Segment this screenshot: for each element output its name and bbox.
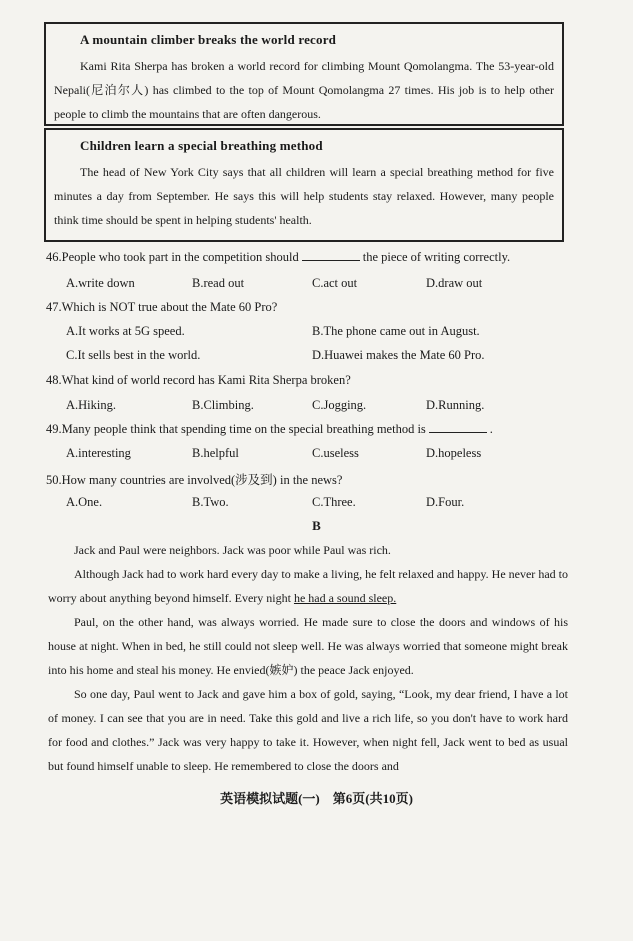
question-46 [46,250,510,265]
news-body: The head of New York City says that all children will learn a special breathing method for five minutes a day from September. He says this will help students stay relaxed. However, many people think time should be spent in helping students' health. [54,165,554,227]
question-stem: 46.People who took part in the competition should [46,250,299,264]
option-c: C.It sells best in the world. [66,348,201,362]
question-stem: 48.What kind of world record has Kami Rita Sherpa broken? [46,373,351,387]
reading-passage [48,538,568,778]
option-d: D.hopeless [426,446,482,460]
passage-paragraph-1: Jack and Paul were neighbors. Jack was poor while Paul was rich. [74,543,391,557]
option-b: B.Climbing. [192,398,254,412]
question-stem-end: . [489,422,493,436]
option-c: C.act out [312,276,358,290]
option-d: D.draw out [426,276,483,290]
question-47 [46,300,277,315]
page-footer: 英语模拟试题(一) 第6页(共10页) [220,791,413,806]
passage-paragraph-2 [48,562,568,610]
option-a: A.It works at 5G speed. [66,324,185,338]
option-a: A.interesting [66,446,131,460]
option-b: B.The phone came out in August. [312,324,480,338]
question-49 [46,422,493,437]
section-heading-b: B [312,518,321,533]
question-50 [46,470,342,488]
passage-paragraph-3: Paul, on the other hand, was always worried. He made sure to close the doors and windows of his house at night. When in bed, he still could not sleep well. He was always worried that someone might break into his home and steal his money. He envied(嫉妒) the peace Jack enjoyed. [48,615,568,677]
option-b: B.read out [192,276,245,290]
question-stem: 47.Which is NOT true about the Mate 60 Pro? [46,300,278,314]
option-d: D.Huawei makes the Mate 60 Pro. [312,348,485,362]
option-c: C.useless [312,446,359,460]
answer-blank [429,422,487,433]
option-a: A.Hiking. [66,398,116,412]
news-title: Children learn a special breathing method [80,138,323,153]
question-stem-end: the piece of writing correctly. [362,250,511,264]
question-stem: 50.How many countries are involved(涉及到) in the news? [46,473,343,487]
option-d: D.Running. [426,398,485,412]
passage-text: Although Jack had to work hard every day to make a living, he felt relaxed and happy. He never had to worry about anything beyond himself. Every night [48,567,568,605]
option-a: A.write down [66,276,135,290]
news-body: Kami Rita Sherpa has broken a world record for climbing Mount Qomolangma. The 53-year-old Nepali(尼泊尔人) has climbed to the top of Mount Qomolangma 27 times. His job is to help other people to climb the mountains that are often dangerous. [54,59,554,121]
underlined-phrase: he had a sound sleep. [293,591,397,605]
question-48 [46,373,351,388]
news-box-mountain-climber [44,22,564,126]
option-c: C.Three. [312,495,356,509]
option-a: A.One. [66,495,103,509]
option-d: D.Four. [426,495,465,509]
question-stem: 49.Many people think that spending time on the special breathing method is [46,422,426,436]
option-b: B.helpful [192,446,239,460]
news-title: A mountain climber breaks the world record [80,32,337,47]
option-b: B.Two. [192,495,229,509]
news-box-breathing-method [44,128,564,242]
answer-blank [302,250,360,261]
passage-paragraph-4: So one day, Paul went to Jack and gave him a box of gold, saying, “Look, my dear friend, I have a lot of money. I can see that you are in need. Take this gold and live a rich life, so you don't have to work hard for food and clothes.” Jack was very happy to take it. However, when night fell, Jack went to bed as usual but found himself unable to sleep. He remembered to close the doors and [48,687,568,773]
option-c: C.Jogging. [312,398,367,412]
